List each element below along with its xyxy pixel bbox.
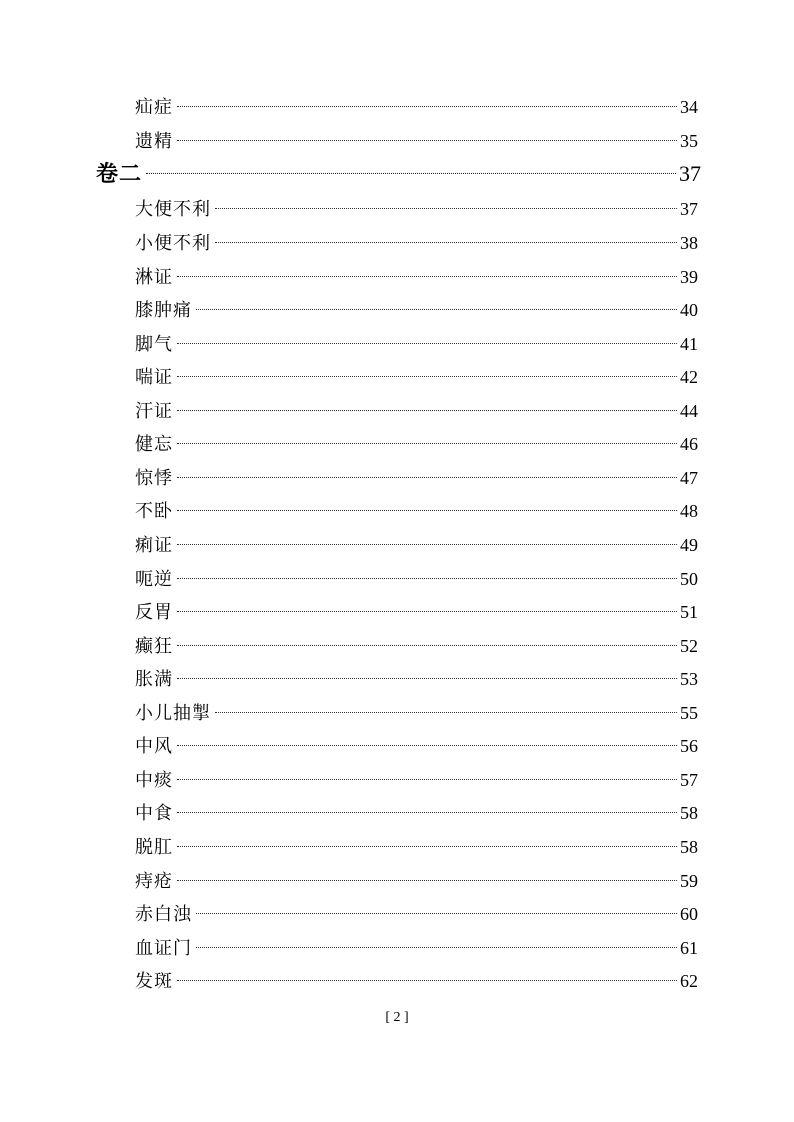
- toc-entry[interactable]: [135, 832, 698, 862]
- toc-entry-page: 58: [680, 803, 698, 823]
- toc-entry-page: 42: [680, 367, 698, 387]
- toc-entry[interactable]: [135, 564, 698, 594]
- dot-leader: [177, 611, 677, 612]
- toc-entry-page: 39: [680, 267, 698, 287]
- toc-entry[interactable]: [135, 262, 698, 292]
- toc-entry[interactable]: [135, 798, 698, 828]
- toc-entry[interactable]: [135, 92, 698, 122]
- toc-entry-page: 41: [680, 334, 698, 354]
- toc-chapter-entry[interactable]: [96, 159, 701, 189]
- toc-entry-page: 58: [680, 837, 698, 857]
- toc-entry-title: 痢证: [135, 535, 173, 556]
- dot-leader: [177, 343, 677, 344]
- toc-entry-title: 疝症: [135, 97, 173, 118]
- toc-entry-title: 小便不利: [135, 233, 211, 254]
- dot-leader: [177, 779, 677, 780]
- dot-leader: [177, 410, 677, 411]
- dot-leader: [177, 510, 677, 511]
- toc-entry[interactable]: [135, 295, 698, 325]
- toc-entry-title: 大便不利: [135, 199, 211, 220]
- toc-entry-title: 癫狂: [135, 636, 173, 657]
- toc-entry-title: 淋证: [135, 267, 173, 288]
- toc-entry-page: 37: [680, 199, 698, 219]
- toc-entry[interactable]: [135, 329, 698, 359]
- toc-entry-page: 35: [680, 131, 698, 151]
- toc-entry-page: 44: [680, 401, 698, 421]
- toc-entry-page: 40: [680, 300, 698, 320]
- page-number-footer: [ 2 ]: [385, 1010, 409, 1025]
- toc-entry-page: 55: [680, 703, 698, 723]
- dot-leader: [146, 173, 676, 174]
- toc-entry-title: 反胃: [135, 602, 173, 623]
- toc-entry-page: 48: [680, 501, 698, 521]
- dot-leader: [177, 812, 677, 813]
- toc-entry[interactable]: [135, 496, 698, 526]
- dot-leader: [215, 208, 677, 209]
- toc-entry-title: 中痰: [135, 770, 173, 791]
- dot-leader: [177, 745, 677, 746]
- dot-leader: [177, 578, 677, 579]
- toc-entry-title: 小儿抽掣: [135, 703, 211, 724]
- dot-leader: [215, 242, 677, 243]
- toc-entry-title: 痔疮: [135, 871, 173, 892]
- toc-entry-page: 57: [680, 770, 698, 790]
- toc-entry-title: 脚气: [135, 334, 173, 355]
- dot-leader: [196, 309, 677, 310]
- toc-entry[interactable]: [135, 664, 698, 694]
- dot-leader: [196, 913, 677, 914]
- dot-leader: [177, 477, 677, 478]
- toc-chapter-page: 37: [679, 161, 701, 186]
- toc-entry-page: 34: [680, 97, 698, 117]
- toc-entry[interactable]: [135, 362, 698, 392]
- toc-entry-page: 47: [680, 468, 698, 488]
- toc-entry[interactable]: [135, 194, 698, 224]
- toc-entry-title: 胀满: [135, 669, 173, 690]
- dot-leader: [177, 106, 677, 107]
- toc-entry-page: 56: [680, 736, 698, 756]
- dot-leader: [196, 947, 677, 948]
- toc-chapter-title: 卷二: [96, 161, 143, 187]
- toc-entry[interactable]: [135, 463, 698, 493]
- toc-entry-page: 62: [680, 971, 698, 991]
- toc-entry-page: 61: [680, 938, 698, 958]
- toc-entry[interactable]: [135, 631, 698, 661]
- toc-entry-title: 喘证: [135, 367, 173, 388]
- toc-entry-title: 发斑: [135, 971, 173, 992]
- toc-entry-page: 59: [680, 871, 698, 891]
- toc-entry[interactable]: [135, 429, 698, 459]
- toc-entry-title: 血证门: [135, 938, 192, 959]
- toc-entry-page: 49: [680, 535, 698, 555]
- toc-entry[interactable]: [135, 933, 698, 963]
- toc-entry-page: 60: [680, 904, 698, 924]
- toc-entry-title: 遗精: [135, 131, 173, 152]
- toc-entry-page: 50: [680, 569, 698, 589]
- toc-entry-title: 赤白浊: [135, 904, 192, 925]
- toc-entry-title: 呃逆: [135, 569, 173, 590]
- dot-leader: [177, 443, 677, 444]
- toc-entry-title: 汗证: [135, 401, 173, 422]
- toc-entry-title: 中风: [135, 736, 173, 757]
- toc-entry-title: 中食: [135, 803, 173, 824]
- toc-entry[interactable]: [135, 866, 698, 896]
- toc-entry[interactable]: [135, 126, 698, 156]
- toc-entry[interactable]: [135, 698, 698, 728]
- dot-leader: [215, 712, 677, 713]
- toc-entry-page: 53: [680, 669, 698, 689]
- toc-entry[interactable]: [135, 396, 698, 426]
- toc-entry-page: 52: [680, 636, 698, 656]
- toc-entry-title: 惊悸: [135, 468, 173, 489]
- dot-leader: [177, 544, 677, 545]
- toc-entry-title: 膝肿痛: [135, 300, 192, 321]
- dot-leader: [177, 140, 677, 141]
- toc-entry-title: 不卧: [135, 501, 173, 522]
- toc-entry[interactable]: [135, 731, 698, 761]
- toc-entry[interactable]: [135, 597, 698, 627]
- toc-entry[interactable]: [135, 228, 698, 258]
- toc-entry-page: 51: [680, 602, 698, 622]
- dot-leader: [177, 880, 677, 881]
- dot-leader: [177, 645, 677, 646]
- dot-leader: [177, 980, 677, 981]
- toc-entry-title: 健忘: [135, 434, 173, 455]
- dot-leader: [177, 376, 677, 377]
- dot-leader: [177, 678, 677, 679]
- toc-entry-page: 38: [680, 233, 698, 253]
- toc-entry[interactable]: [135, 530, 698, 560]
- toc-entry-page: 46: [680, 434, 698, 454]
- toc-entry[interactable]: [135, 765, 698, 795]
- toc-entry[interactable]: [135, 899, 698, 929]
- dot-leader: [177, 846, 677, 847]
- dot-leader: [177, 276, 677, 277]
- toc-entry[interactable]: [135, 966, 698, 996]
- toc-entry-title: 脱肛: [135, 837, 173, 858]
